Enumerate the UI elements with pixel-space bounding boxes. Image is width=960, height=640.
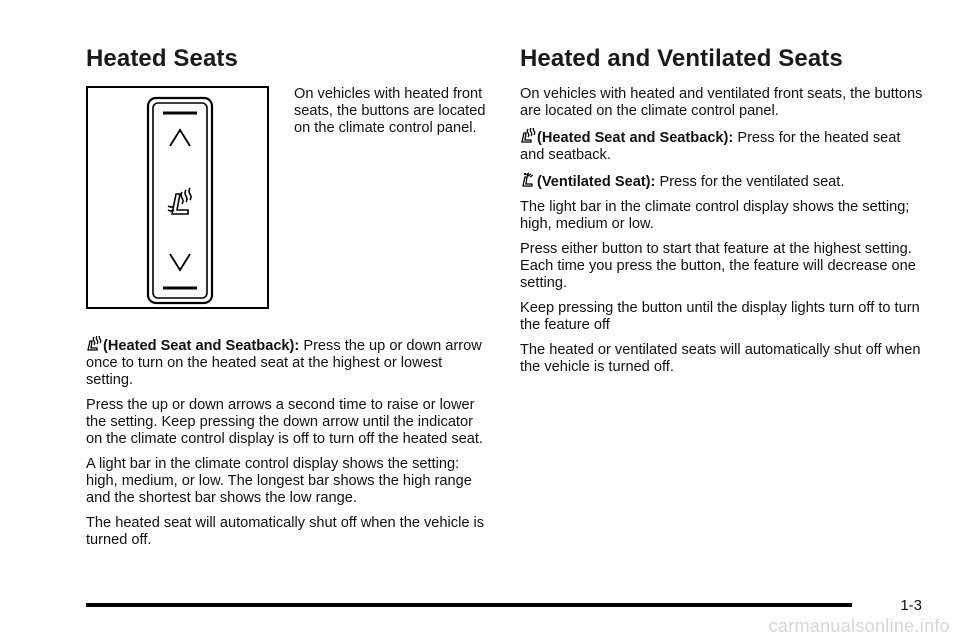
ventilated-seat-icon	[520, 172, 536, 188]
seat-control-panel-drawing	[88, 88, 267, 307]
heated-seats-section	[86, 44, 491, 557]
chevron-down-icon	[170, 254, 190, 270]
heated-seat-icon	[86, 336, 102, 352]
heated-seat-item-paragraph	[86, 336, 491, 389]
paragraph: The heated or ventilated seats will automatically shut off when the vehicle is turned off.	[520, 342, 921, 375]
heated-seat-description: Press the up or down arrow once to turn on the heated seat at the highest or lowest setting.	[86, 338, 482, 388]
heated-seat-label: (Heated Seat and Seatback):	[537, 130, 734, 146]
paragraph: The heated seat will automatically shut off when the vehicle is turned off.	[86, 515, 485, 548]
paragraph: Keep pressing the button until the display lights turn off to turn the feature off	[520, 300, 920, 333]
section-title-heated-seats: Heated Seats	[86, 45, 238, 72]
section-title-heated-ventilated-seats: Heated and Ventilated Seats	[520, 45, 843, 72]
seat-control-illustration	[86, 86, 269, 309]
paragraph: On vehicles with heated and ventilated front seats, the buttons are located on the climate control panel.	[520, 86, 923, 119]
heated-seat-description: Press for the heated seat and seatback.	[520, 130, 901, 163]
chevron-up-icon	[170, 130, 190, 146]
paragraph: A light bar in the climate control display shows the setting: high, medium, or low. The longest bar shows the high range and the shortest bar shows the low range.	[86, 456, 472, 506]
paragraph: The light bar in the climate control display shows the setting; high, medium or low.	[520, 199, 910, 232]
figure-caption: On vehicles with heated front seats, the buttons are located on the climate control panel.	[294, 86, 486, 136]
heated-seat-icon	[168, 188, 191, 214]
heated-ventilated-seats-section	[520, 44, 925, 384]
heated-seat-label: (Heated Seat and Seatback):	[103, 338, 300, 354]
paragraph: Press either button to start that feature at the highest setting. Each time you press the button, the feature will decrease one setting.	[520, 241, 916, 291]
paragraph: Press the up or down arrows a second time to raise or lower the setting. Keep pressing the down arrow until the indicator on the climate control display is off to turn off the heated seat.	[86, 397, 483, 447]
footer-rule	[86, 603, 852, 607]
heated-seat-item-paragraph	[520, 128, 925, 164]
page-number: 1-3	[900, 597, 922, 614]
heated-seat-icon	[520, 128, 536, 144]
ventilated-seat-item-paragraph	[520, 172, 925, 191]
ventilated-seat-description: Press for the ventilated seat.	[655, 174, 845, 190]
ventilated-seat-label: (Ventilated Seat):	[537, 174, 656, 190]
watermark: carmanualsonline.info	[768, 616, 950, 636]
figure-block	[86, 86, 491, 326]
